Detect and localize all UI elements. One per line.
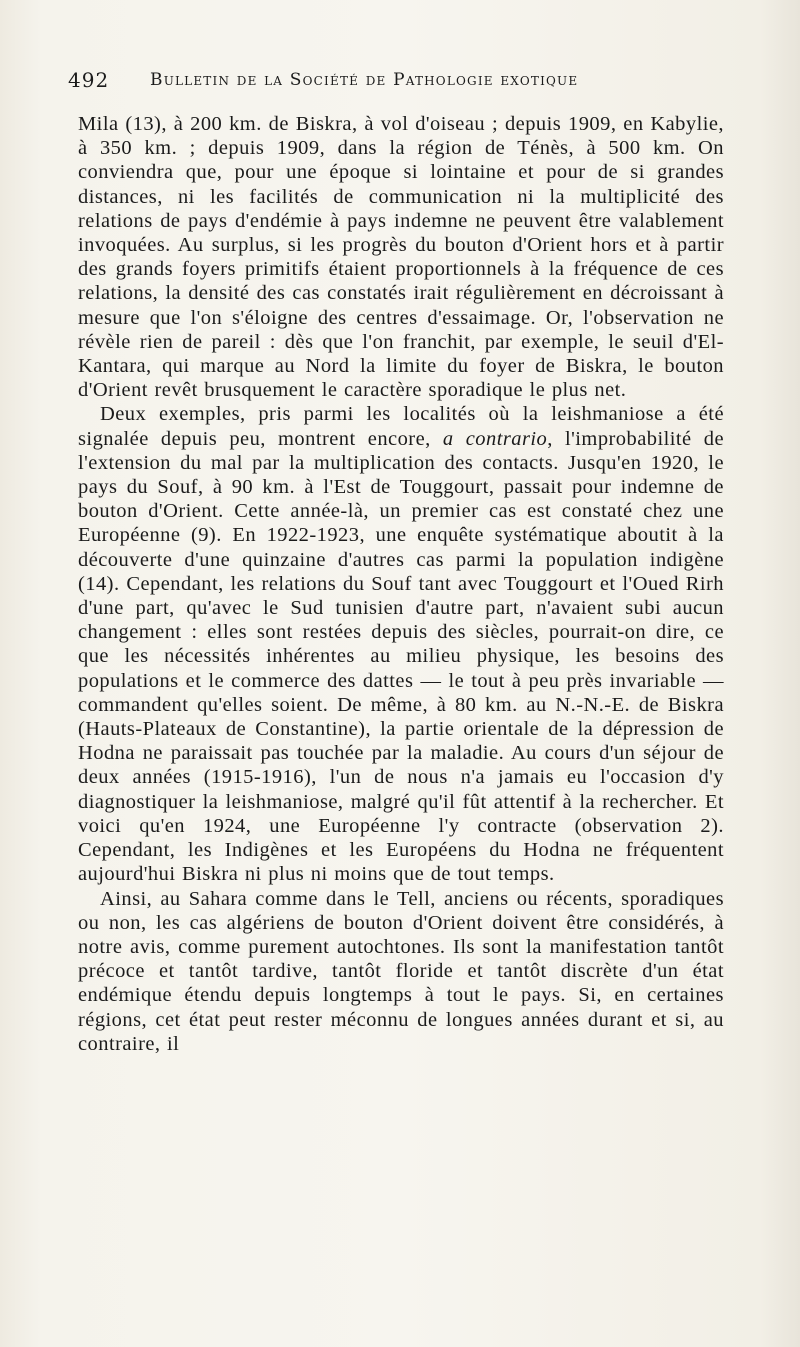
body-text (78, 112, 724, 1056)
paragraph-text: Ainsi, au Sahara comme dans le Tell, anciens ou récents, sporadiques ou non, les cas algériens de bouton d'Orient doivent être considérés, à notre avis, comme purement autochtones. Ils sont la manifestation tantôt précoce et tantôt tardive, tantôt floride et tantôt discrète d'un état endémique étendu depuis longtemps à tout le pays. Si, en certaines régions, cet état peut rester méconnu de longues années durant et si, au contraire, il (78, 887, 724, 1055)
page-number: 492 (68, 68, 110, 92)
running-head (68, 68, 748, 98)
paragraph-two-examples (78, 402, 724, 886)
paragraph-conclusion (78, 887, 724, 1056)
paragraph-text: Mila (13), à 200 km. de Biskra, à vol d'oiseau ; depuis 1909, en Kabylie, à 350 km. ; depuis 1909, dans la région de Ténès, à 500 km. On conviendra que, pour une époque si lointaine et pour de si grandes distances, ni les facilités de communication ni la multiplicité des relations de pays d'endémie à pays indemne ne peuvent être valablement invoquées. Au surplus, si les progrès du bouton d'Orient hors et à partir des grands foyers primitifs étaient proportionnels à la fréquence de ces relations, la densité des cas constatés irait régulièrement en décroissant à mesure que l'on s'éloigne des centres d'essaimage. Or, l'observation ne révèle rien de pareil : dès que l'on franchit, par exemple, le seuil d'El-Kantara, qui marque au Nord la limite du foyer de Biskra, le bouton d'Orient revêt brusquement le caractère sporadique le plus net. (78, 113, 724, 402)
italic-phrase: a contrario (442, 427, 548, 450)
journal-title: Bulletin de la Société de Pathologie exotique (150, 70, 579, 90)
paragraph-continued (78, 112, 724, 402)
paragraph-text-start: Deux exemples, pris parmi les localités où la leishmaniose a été signalée depuis peu, montrent encore, (78, 403, 724, 450)
paragraph-text-end: , l'improbabilité de l'extension du mal par la multiplication des contacts. Jusqu'en 1920, le pays du Souf, à 90 km. à l'Est de Touggourt, passait pour indemne de bouton d'Orient. Cette année-là, un premier cas est constaté chez une Européenne (9). En 1922-1923, une enquête systématique aboutit à la découverte d'une quinzaine d'autres cas parmi la population indigène (14). Cependant, les relations du Souf tant avec Touggourt et l'Oued Rirh d'une part, qu'avec le Sud tunisien d'autre part, n'avaient subi aucun changement : elles sont restées depuis des siècles, pourrait-on dire, ce que les nécessités inhérentes au milieu physique, les besoins des populations et le commerce des dattes — le tout à peu près invariable — commandent qu'elles soient. De même, à 80 km. au N.-N.-E. de Biskra (Hauts-Plateaux de Constantine), la partie orientale de la dépression de Hodna ne paraissait pas touchée par la maladie. Au cours d'un séjour de deux années (1915-1916), l'un de nous n'a jamais eu l'occasion d'y diagnostiquer la leishmaniose, malgré qu'il fût attentif à la rechercher. Et voici qu'en 1924, une Européenne l'y contracte (observation 2). Cependant, les Indigènes et les Européens du Hodna ne fréquentent aujourd'hui Biskra ni plus ni moins que de tout temps. (78, 427, 724, 886)
